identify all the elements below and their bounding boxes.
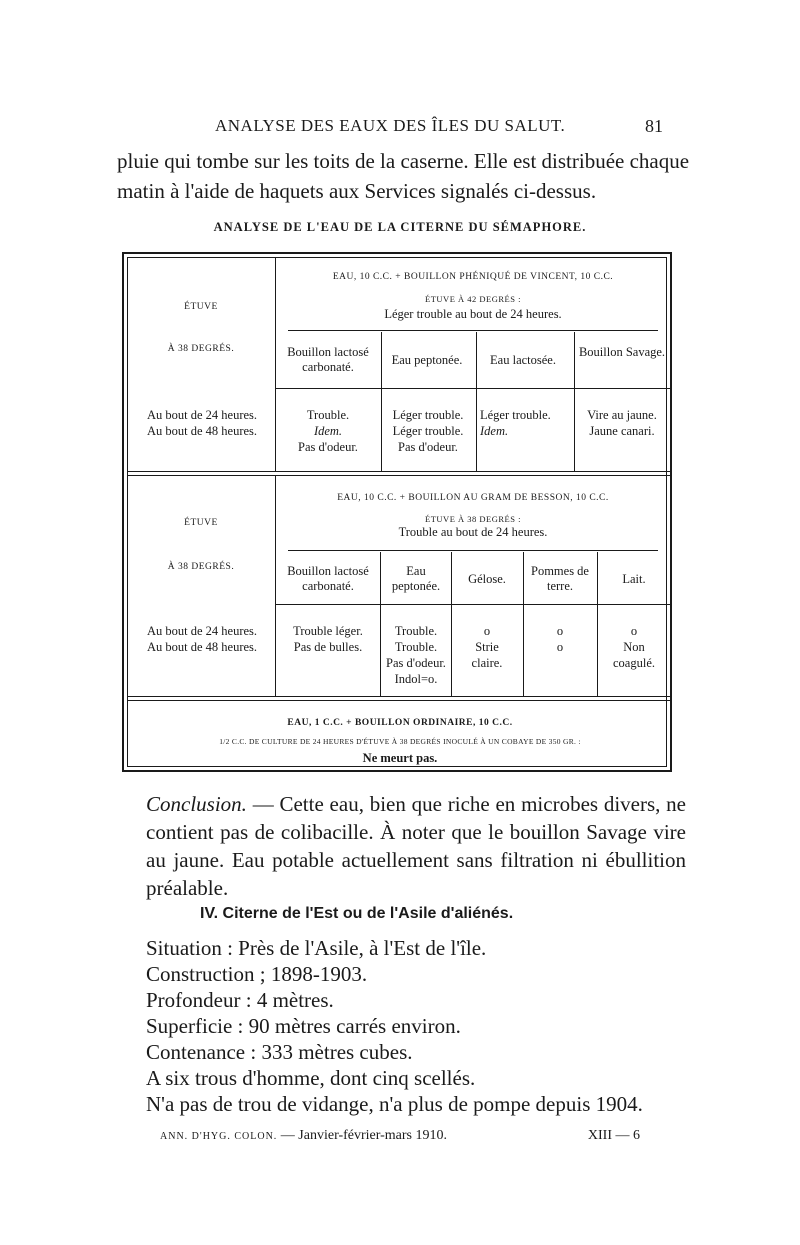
t1-col-1: Bouillon lactosé carbonaté. (287, 345, 369, 374)
t1-cell: Léger trouble. (392, 408, 464, 422)
fact-line: Profondeur : 4 mètres. (146, 988, 334, 1012)
t2-row-label-48h: Au bout de 48 heures. (146, 640, 258, 654)
t1-sub-header: ÉTUVE À 42 DEGRÉS : (425, 294, 521, 304)
t2-etuve-label: ÉTUVE (184, 518, 218, 528)
page-footer (160, 1128, 680, 1144)
t2-cell: o (556, 624, 564, 638)
fact-line: Contenance : 333 mètres cubes. (146, 1040, 413, 1064)
t3-line-1: EAU, 1 C.C. + BOUILLON ORDINAIRE, 10 C.C. (287, 718, 513, 728)
footer-journal: ANN. D'HYG. COLON. (160, 1131, 278, 1142)
t2-col-3: Gélose. (468, 572, 506, 586)
t1-cell: Idem. (480, 424, 509, 438)
t1-col-divider (476, 332, 477, 471)
t1-col-divider (574, 332, 575, 471)
t1-degres-label: À 38 DEGRÉS. (167, 344, 235, 354)
t1-col-2: Eau peptonée. (391, 353, 463, 367)
t2-cell: claire. (471, 656, 503, 670)
t2-header-rule (288, 550, 658, 551)
intro-paragraph: pluie qui tombe sur les toits de la caserne. Elle est distribuée chaque matin à l'aide de haquets aux Services signalés ci-dessus. (117, 149, 690, 203)
t2-cell: Pas d'odeur. (386, 656, 446, 670)
t2-cell: o (483, 624, 491, 638)
t2-sub-header: ÉTUVE À 38 DEGRÉS : (425, 514, 521, 524)
t2-col-2: Eau peptonée. (391, 564, 441, 593)
table-inner-border (127, 257, 667, 767)
t1-cell: Pas d'odeur. (298, 440, 358, 454)
t1-row-label-48h: Au bout de 48 heures. (146, 424, 258, 438)
t2-col-5: Lait. (622, 572, 646, 586)
table-title: ANALYSE DE L'EAU DE LA CITERNE DU SÉMAPHORE. (213, 220, 587, 234)
t2-col-4: Pommes de terre. (531, 564, 589, 593)
fact-line: N'a pas de trou de vidange, n'a plus de pompe depuis 1904. (146, 1092, 643, 1116)
t2-row-label-24h: Au bout de 24 heures. (146, 624, 258, 638)
facts-list (146, 935, 706, 1117)
t3-line-2: 1/2 C.C. DE CULTURE DE 24 HEURES D'ÉTUVE À 38 DEGRÉS INOCULÉ À UN COBAYE DE 350 GR. : (219, 737, 581, 746)
section-heading: IV. Citerne de l'Est ou de l'Asile d'aliénés. (200, 905, 514, 922)
section-divider (128, 696, 672, 701)
t1-cell: Vire au jaune. (587, 408, 657, 422)
t1-col-3: Eau lactosée. (490, 353, 556, 367)
t1-cell: Léger trouble. (392, 424, 464, 438)
t1-cell: Trouble. (306, 408, 350, 422)
t1-note: Léger trouble au bout de 24 heures. (384, 307, 562, 321)
t1-col-4: Bouillon Savage. (578, 345, 666, 359)
t3-line-3: Ne meurt pas. (362, 751, 438, 765)
t2-note: Trouble au bout de 24 heures. (398, 525, 548, 539)
t2-cell: Indol=o. (394, 672, 438, 686)
t1-header-rule (288, 330, 658, 331)
t2-cell: Trouble. (394, 624, 438, 638)
t2-cell: Trouble léger. (293, 624, 363, 638)
footer-signature: XIII — 6 (587, 1128, 640, 1143)
t1-cell: Pas d'odeur. (398, 440, 458, 454)
conclusion-label: Conclusion. (146, 792, 247, 816)
t2-cell: Non (623, 640, 645, 654)
page-number: 81 (645, 116, 663, 136)
footer-date: — Janvier-février-mars 1910. (280, 1128, 448, 1143)
t2-cell: o (556, 640, 564, 654)
t2-cell: Trouble. (394, 640, 438, 654)
t2-row-rule (275, 604, 671, 605)
t1-label-divider (275, 258, 276, 471)
fact-line: Superficie : 90 mètres carrés environ. (146, 1014, 461, 1038)
t1-cell: Jaune canari. (589, 424, 655, 438)
t1-row-label-24h: Au bout de 24 heures. (146, 408, 258, 422)
fact-line: A six trous d'homme, dont cinq scellés. (146, 1066, 476, 1090)
conclusion-text: — Cette eau, bien que riche en microbes divers, ne contient pas de colibacille. À noter que le bouillon Savage vire au jaune. Eau potable actuellement sans filtration ni ébullition préalable. (146, 792, 686, 900)
t2-cell: Strie (475, 640, 499, 654)
t2-cell: Pas de bulles. (293, 640, 363, 654)
conclusion-paragraph (146, 790, 686, 902)
fact-line: Construction ; 1898-1903. (146, 962, 368, 986)
t1-etuve-label: ÉTUVE (184, 302, 218, 312)
t2-cell: o (630, 624, 638, 638)
t2-col-1: Bouillon lactosé carbonaté. (287, 564, 369, 593)
t1-row-rule (275, 388, 671, 389)
t2-main-header: EAU, 10 C.C. + BOUILLON AU GRAM DE BESSON, 10 C.C. (337, 493, 609, 503)
t2-degres-label: À 38 DEGRÉS. (167, 562, 235, 572)
t1-cell: Idem. (313, 424, 343, 438)
section-divider (128, 471, 672, 476)
t2-label-divider (275, 476, 276, 696)
t1-cell: Léger trouble. (480, 408, 551, 422)
fact-line: Situation : Près de l'Asile, à l'Est de l'île. (146, 936, 487, 960)
t1-main-header: EAU, 10 C.C. + BOUILLON PHÉNIQUÉ DE VINCENT, 10 C.C. (332, 272, 614, 282)
t2-cell: coagulé. (613, 656, 655, 670)
analysis-table (122, 252, 672, 772)
running-header: ANALYSE DES EAUX DES ÎLES DU SALUT. (215, 116, 566, 135)
